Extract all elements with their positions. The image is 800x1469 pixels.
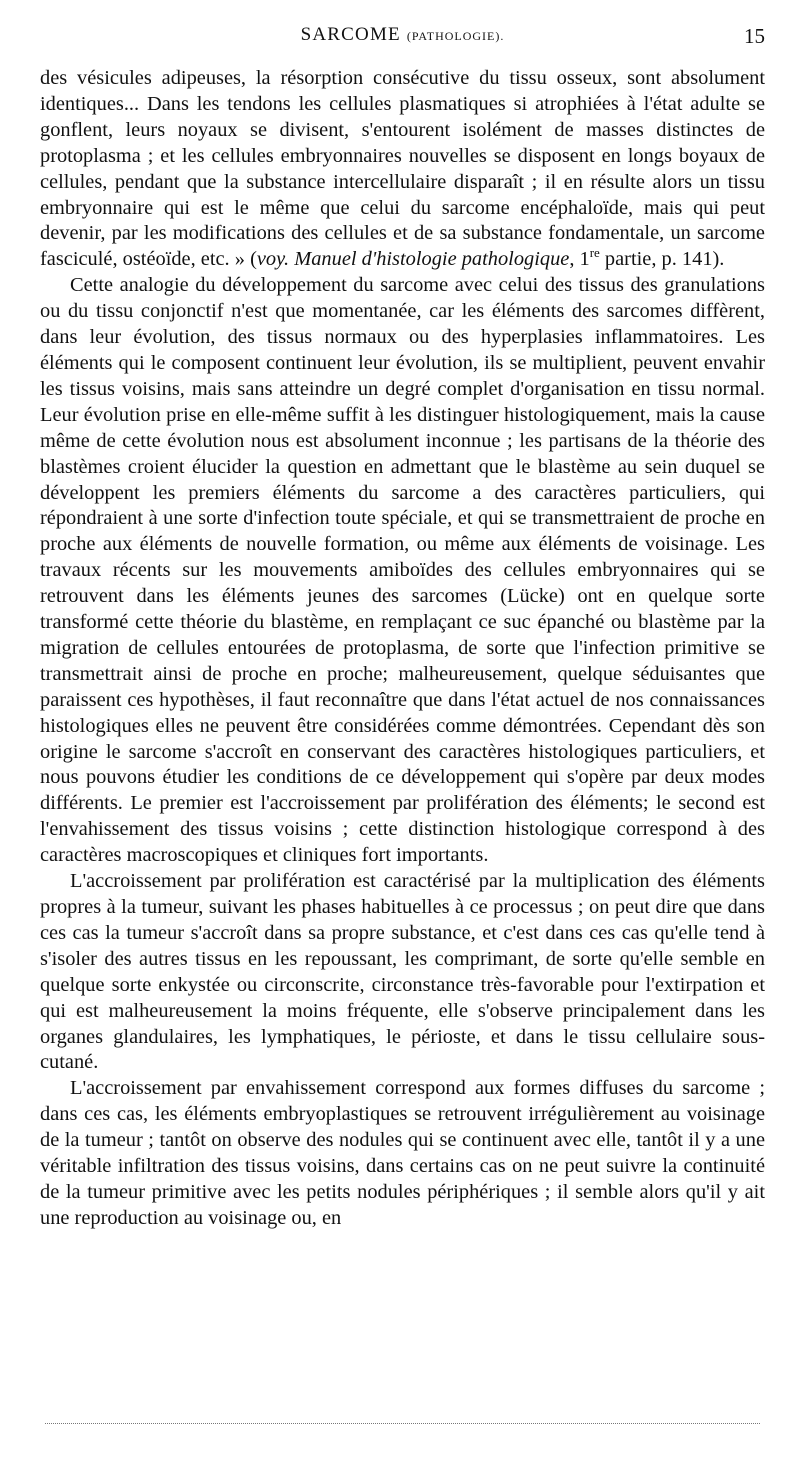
reference-end: partie, p. 141).	[599, 248, 725, 271]
reference-superscript: re	[589, 245, 600, 261]
paragraph-3: L'accroissement par prolifération est caractérisé par la multiplication des éléments propres à la tumeur, suivant les phases habituelles à ce processus ; on peut dire que dans ces cas la tumeur s'accroît dans sa propre substance, et c'est dans ces cas qu'elle tend à s'isoler des autres tissus en les repoussant, les comprimant, de sorte qu'elle semble en quelque sorte enkystée ou circonscrite, circonstance très-favorable pour l'extirpation et qui est malheureusement la moins fréquente, elle s'observe principalement dans les organes glandulaires, les lymphatiques, le périoste, et dans le tissu cellulaire sous-cutané.	[40, 870, 765, 1074]
header-title	[40, 24, 765, 46]
running-header	[40, 24, 765, 54]
paragraph-2: Cette analogie du développement du sarcome avec celui des tissus des granulations ou du tissu conjonctif n'est que momentanée, car les éléments des sarcomes diffèrent, dans leur évolution, des tissus normaux ou des hyperplasies inflammatoires. Les éléments qui le composent continuent leur évolution, ils se multiplient, peuvent envahir les tissus voisins, mais sans atteindre un degré complet d'organisation en tissu normal. Leur évolution prise en elle-même suffit à les distinguer histologiquement, mais la cause même de cette évolution nous est absolument inconnue ; les partisans de la théorie des blastèmes croient élucider la question en admettant que le blastème au sein duquel se développent les premiers éléments du sarcome a des caractères particuliers, qui répondraient à une sorte d'infection toute spéciale, et qui se transmettraient de proche en proche aux éléments de nouvelle formation, ou même aux éléments de voisinage. Les travaux récents sur les mouvements amiboïdes des cellules embryonnaires qui se retrouvent dans les éléments jeunes des sarcomes (Lücke) ont en quelque sorte transformé cette théorie du blastème, en remplaçant ce suc épanché ou blastème par la migration de cellules entourées de protoplasma, de sorte que l'infection primitive se transmettrait ainsi de proche en proche; malheureusement, quelque séduisantes que paraissent ces hypothèses, il faut reconnaître que dans l'état actuel de nos connaissances histologiques elles ne peuvent être considérées comme démontrées. Cependant dès son origine le sarcome s'accroît en conservant des caractères histologiques particuliers, et nous pouvons étudier les conditions de ce développement qui s'opère par deux modes différents. Le premier est l'accroissement par prolifération des éléments; le second est l'envahissement des tissus voisins ; cette distinction histologique correspond à des caractères macroscopiques et cliniques fort importants.	[40, 274, 765, 867]
paragraph-1	[40, 66, 765, 273]
header-title-main: SARCOME	[300, 24, 401, 45]
paragraph-1-text: des vésicules adipeuses, la résorption consécutive du tissu osseux, sont absolument identiques... Dans les tendons les cellules plasmatiques si atrophiées à l'état adulte se gonflent, leurs noyaux se divisent, s'entourent isolément de masses distinctes de protoplasma ; et les cellules embryonnaires nouvelles se disposent en longs boyaux de cellules, pendant que la substance intercellulaire disparaît ; il en résulte alors un tissu embryonnaire qui est le même que celui du sarcome encéphaloïde, mais qui peut devenir, par les modifications des cellules et de sa substance fondamentale, un sarcome fasciculé, ostéoïde, etc. »	[40, 67, 765, 271]
paragraph-4: L'accroissement par envahissement correspond aux formes diffuses du sarcome ; dans ces cas, les éléments embryoplastiques se retrouvent irrégulièrement au voisinage de la tumeur ; tantôt on observe des nodules qui se continuent avec elle, tantôt il y a une véritable infiltration des tissus voisins, dans certains cas on ne peut suivre la continuité de la tumeur primitive avec les petits nodules périphériques ; il semble alors qu'il y ait une reproduction au voisinage ou, en	[40, 1077, 765, 1229]
reference-title: Manuel d'histologie pathologique	[294, 248, 570, 271]
reference-voy: voy.	[256, 248, 290, 271]
footer-dotted-rule	[45, 1423, 760, 1426]
body-text	[40, 66, 765, 1232]
header-title-sub: (PATHOLOGIE).	[406, 29, 505, 43]
reference-after-title: , 1	[569, 248, 590, 271]
page-number: 15	[744, 24, 765, 48]
reference-open: (	[250, 248, 257, 271]
